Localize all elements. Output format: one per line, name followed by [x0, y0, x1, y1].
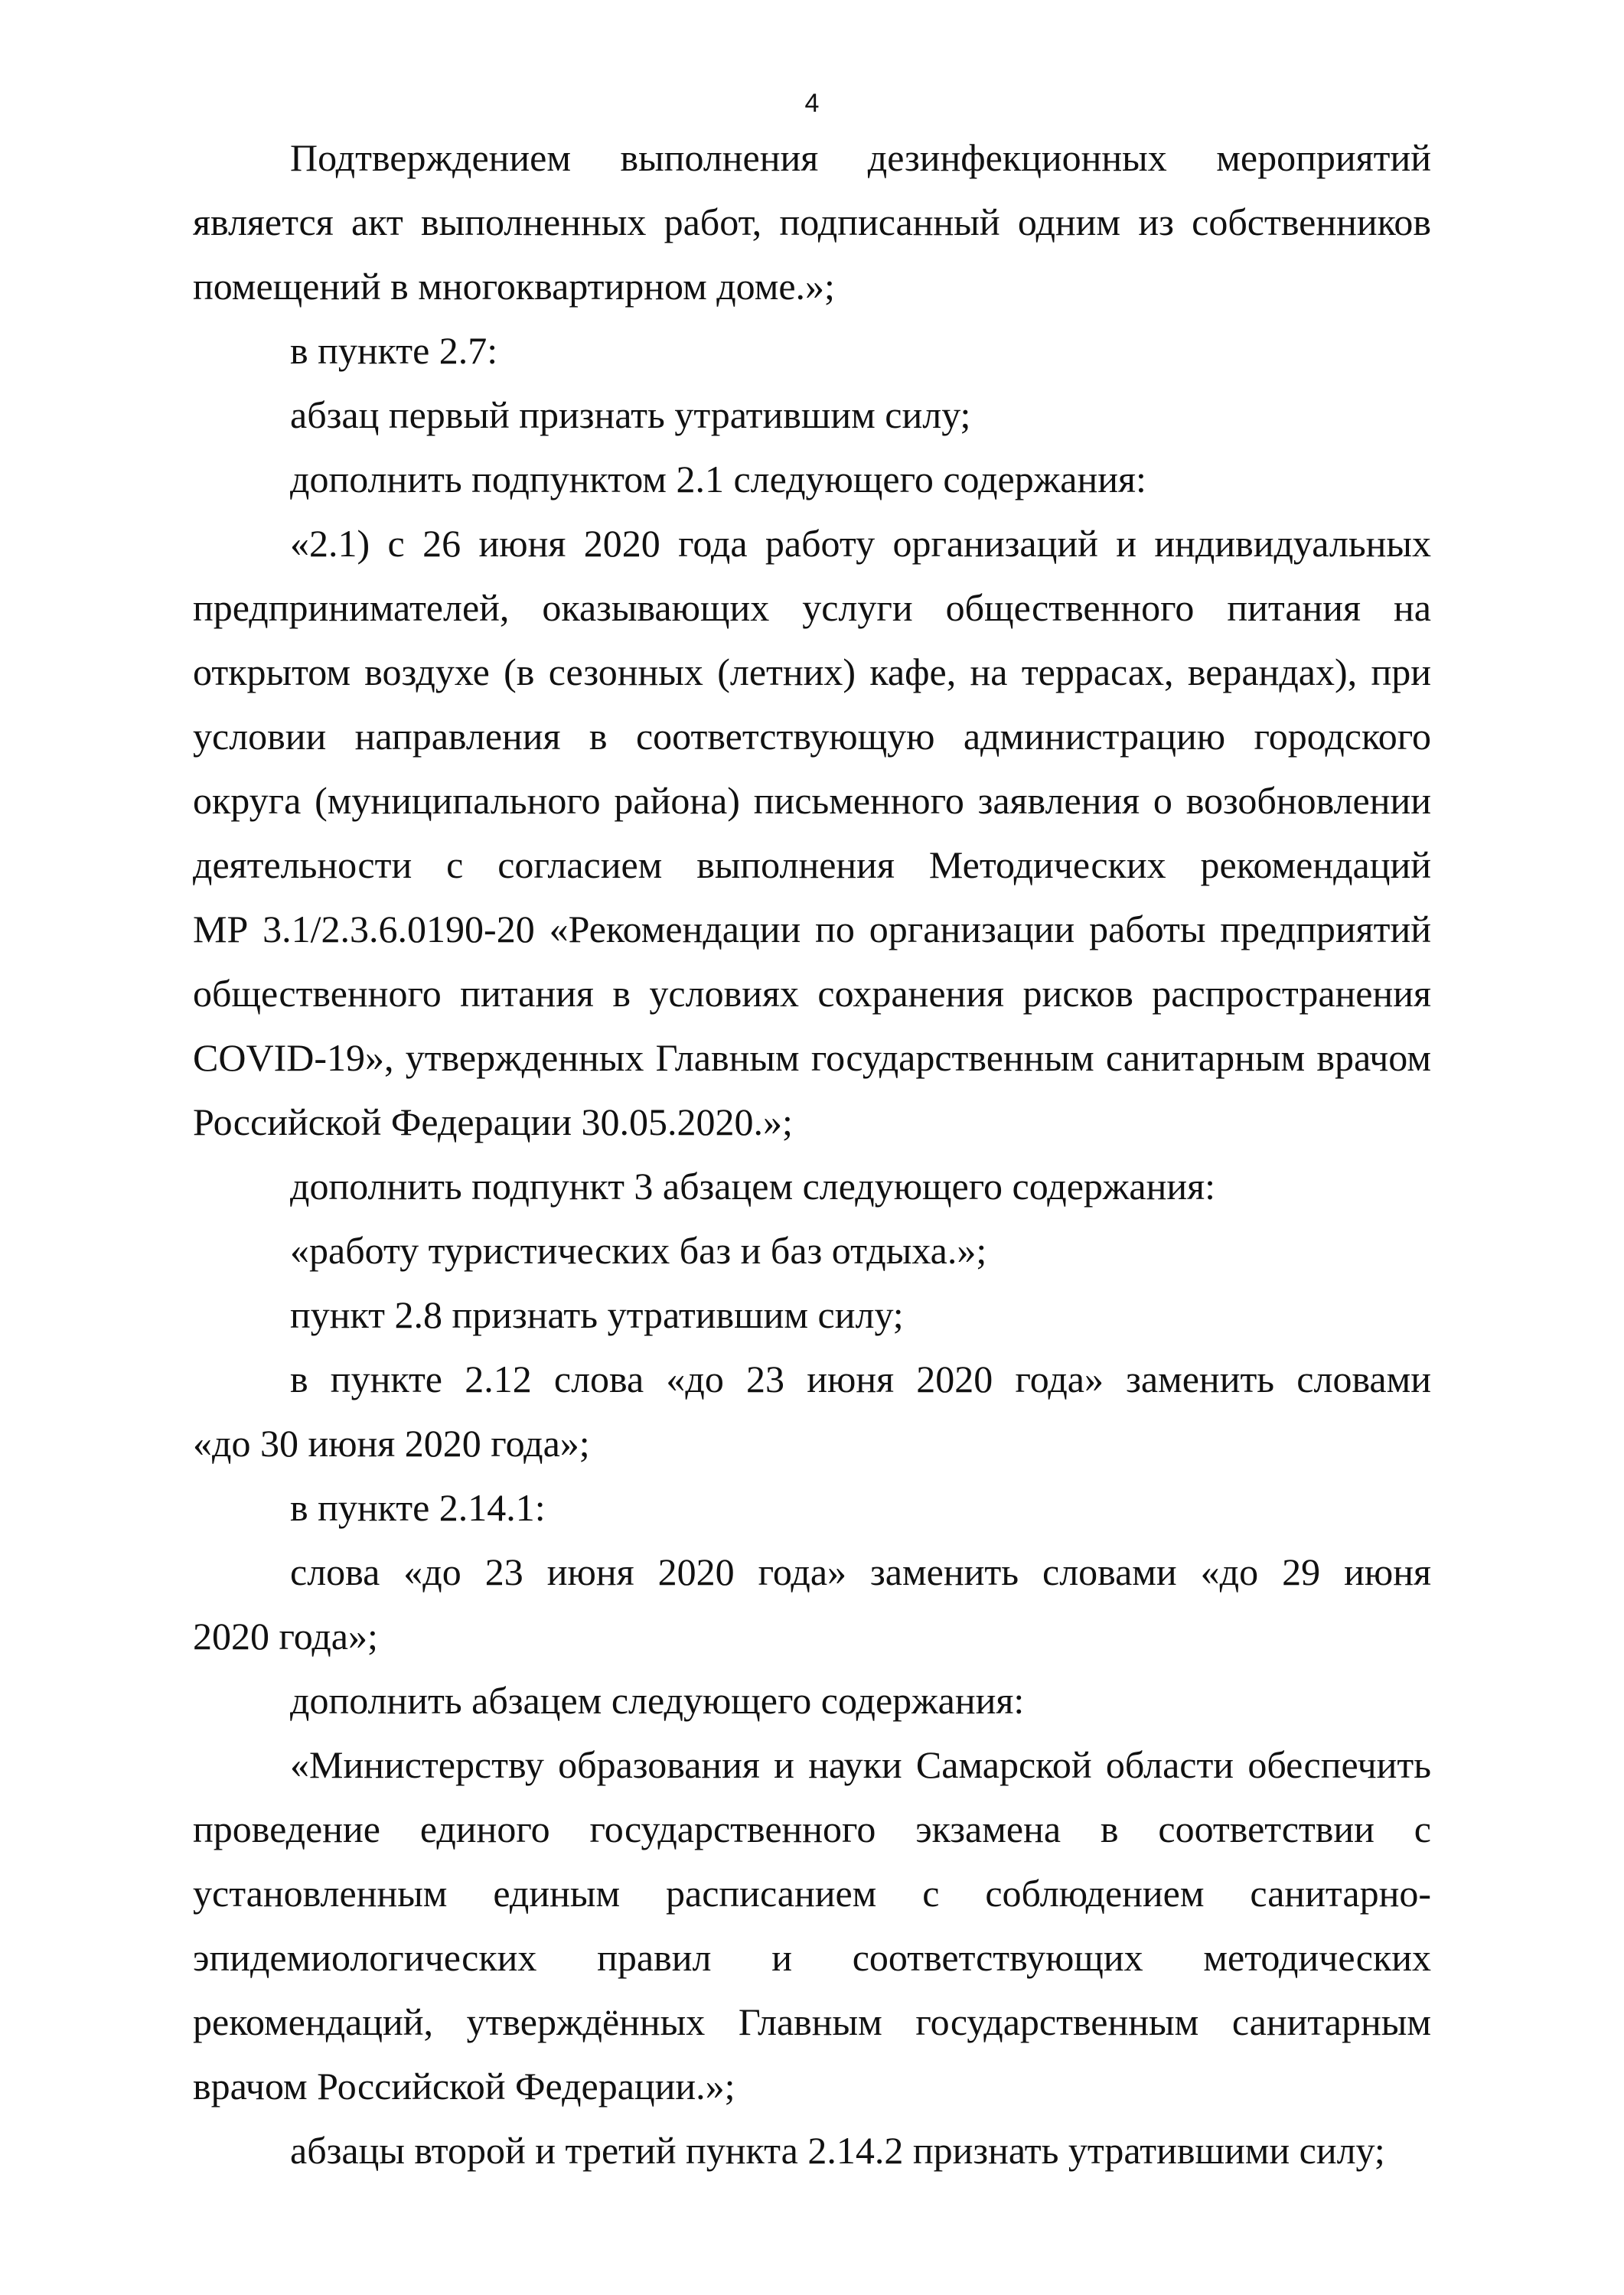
text-line: общественного питания в условиях сохранения рисков распространения [193, 972, 1431, 1015]
paragraph [193, 2118, 1431, 2183]
text-line: установленным единым расписанием с соблюдением санитарно- [193, 1872, 1431, 1915]
text-line: эпидемиологических правил и соответствующих методических [193, 1936, 1431, 1980]
paragraph [193, 1475, 1431, 1540]
text-line: Российской Федерации 30.05.2020.»; [193, 1100, 793, 1144]
paragraph [193, 447, 1431, 511]
document-body [193, 126, 1431, 2183]
text-line: МР 3.1/2.3.6.0190-20 «Рекомендации по организации работы предприятий [193, 908, 1431, 951]
text-line: в пункте 2.12 слова «до 23 июня 2020 года» заменить словами [290, 1358, 1431, 1401]
text-line: является акт выполненных работ, подписанный одним из собственников [193, 200, 1431, 244]
page-number: 4 [804, 89, 820, 118]
text-line: деятельности с согласием выполнения Методических рекомендаций [193, 843, 1431, 887]
text-line: абзац первый признать утратившим силу; [290, 393, 971, 437]
text-line: «до 30 июня 2020 года»; [193, 1422, 590, 1465]
paragraph [193, 1733, 1431, 2118]
text-line: условии направления в соответствующую администрацию городского [193, 715, 1431, 758]
paragraph [193, 1540, 1431, 1668]
text-line: в пункте 2.14.1: [290, 1486, 546, 1530]
text-line: в пункте 2.7: [290, 329, 498, 373]
text-line: 2020 года»; [193, 1615, 378, 1658]
text-line: абзацы второй и третий пункта 2.14.2 признать утратившими силу; [290, 2129, 1385, 2173]
text-line: дополнить подпунктом 2.1 следующего содержания: [290, 458, 1146, 501]
paragraph [193, 1218, 1431, 1283]
text-line: «2.1) с 26 июня 2020 года работу организаций и индивидуальных [290, 522, 1431, 566]
text-line: «Министерству образования и науки Самарской области обеспечить [290, 1743, 1431, 1787]
paragraph [193, 511, 1431, 1154]
text-line: округа (муниципального района) письменного заявления о возобновлении [193, 779, 1431, 823]
text-line: Подтверждением выполнения дезинфекционных мероприятий [290, 136, 1431, 179]
paragraph [193, 318, 1431, 383]
paragraph [193, 1154, 1431, 1218]
text-line: дополнить абзацем следующего содержания: [290, 1679, 1025, 1723]
text-line: предпринимателей, оказывающих услуги общественного питания на [193, 586, 1431, 630]
paragraph [193, 1283, 1431, 1347]
paragraph [193, 126, 1431, 318]
text-line: проведение единого государственного экзамена в соответствии с [193, 1808, 1431, 1851]
paragraph [193, 383, 1431, 447]
text-line: рекомендаций, утверждённых Главным государственным санитарным [193, 2000, 1431, 2044]
text-line: дополнить подпункт 3 абзацем следующего содержания: [290, 1165, 1216, 1208]
text-line: помещений в многоквартирном доме.»; [193, 265, 835, 308]
text-line: открытом воздухе (в сезонных (летних) кафе, на террасах, верандах), при [193, 650, 1431, 694]
text-line: пункт 2.8 признать утратившим силу; [290, 1293, 904, 1337]
text-line: врачом Российской Федерации.»; [193, 2065, 735, 2108]
text-line: «работу туристических баз и баз отдыха.»; [290, 1229, 987, 1273]
text-line: COVID-19», утвержденных Главным государственным санитарным врачом [193, 1036, 1431, 1080]
paragraph [193, 1668, 1431, 1733]
paragraph [193, 1347, 1431, 1475]
text-line: слова «до 23 июня 2020 года» заменить словами «до 29 июня [290, 1550, 1431, 1594]
